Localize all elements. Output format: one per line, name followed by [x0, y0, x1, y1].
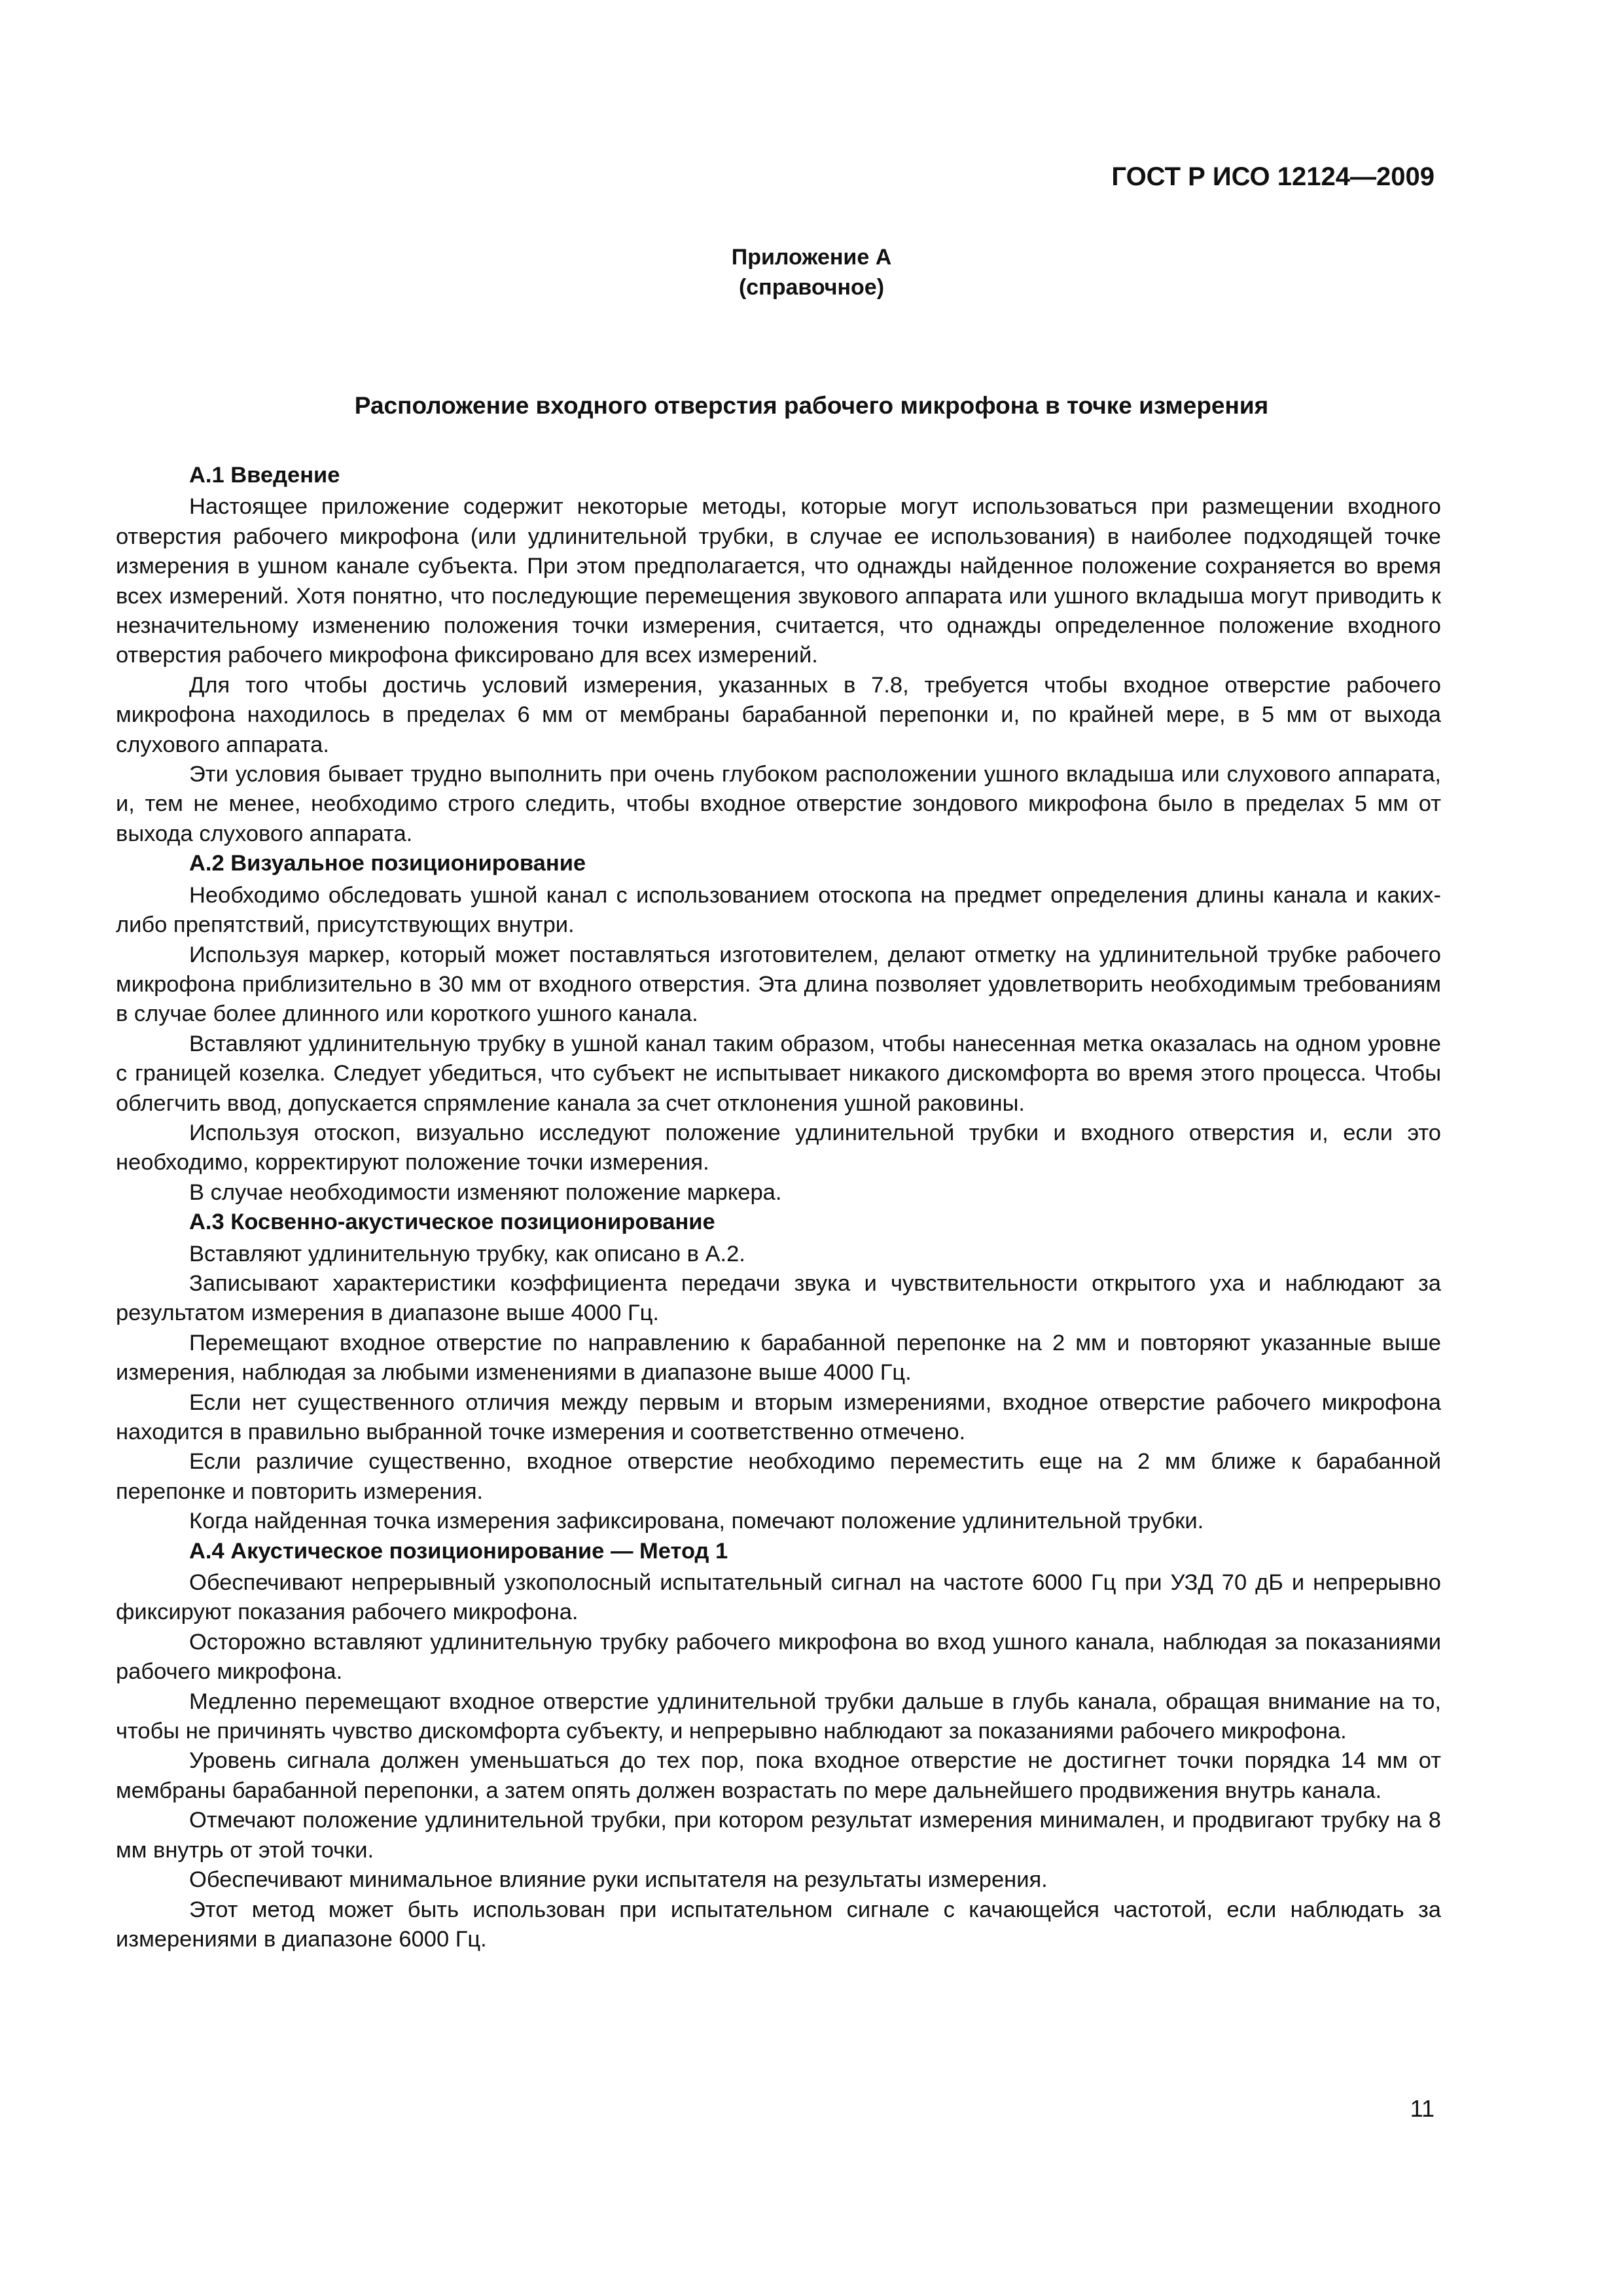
paragraph: Перемещают входное отверстие по направлению к барабанной перепонке на 2 мм и повторяют указанные выше измерения, наблюдая за любыми изменениями в диапазоне выше 4000 Гц.	[116, 1330, 1441, 1386]
paragraph: Записывают характеристики коэффициента передачи звука и чувствительности открытого уха и наблюдают за результатом измерения в диапазоне выше 4000 Гц.	[116, 1270, 1441, 1326]
section-heading: А.1 Введение	[189, 463, 340, 488]
paragraph: Вставляют удлинительную трубку, как описано в А.2.	[189, 1241, 745, 1266]
paragraph: В случае необходимости изменяют положение маркера.	[189, 1179, 782, 1205]
page-number: 11	[1410, 2095, 1435, 2122]
section-a4	[116, 1537, 1441, 1955]
section-heading: А.2 Визуальное позиционирование	[189, 851, 586, 876]
section-heading: А.4 Акустическое позиционирование — Метод 1	[189, 1538, 728, 1564]
paragraph: Если различие существенно, входное отверстие необходимо переместить еще на 2 мм ближе к барабанной перепонке и повторить измерения.	[116, 1449, 1441, 1504]
annex-title: Расположение входного отверстия рабочего микрофона в точке измерения	[354, 392, 1269, 419]
annex-status: (справочное)	[738, 275, 885, 300]
paragraph: Настоящее приложение содержит некоторые методы, которые могут использоваться при размещении входного отверстия рабочего микрофона (или удлинительной трубки, в случае ее использования) в наиболее подходящей точке измерения в ушном канале субъекта. При этом предполагается, что однажды найденное положение сохраняется во время всех измерений. Хотя понятно, что последующие перемещения звукового аппарата или ушного вкладыша могут приводить к незначительному изменению положения точки измерения, считается, что однажды определенное положение входного отверстия рабочего микрофона фиксировано для всех измерений.	[116, 494, 1441, 668]
paragraph: Уровень сигнала должен уменьшаться до тех пор, пока входное отверстие не достигнет точки порядка 14 мм от мембраны барабанной перепонки, а затем опять должен возрастать по мере дальнейшего продвижения внутрь канала.	[116, 1748, 1441, 1803]
annex-label: Приложение А	[731, 245, 892, 270]
paragraph: Вставляют удлинительную трубку в ушной канал таким образом, чтобы нанесенная метка оказалась на одном уровне с границей козелка. Следует убедиться, что субъект не испытывает никакого дискомфорта во время этого процесса. Чтобы облегчить ввод, допускается спрямление канала за счет отклонения ушной раковины.	[116, 1031, 1441, 1116]
section-a3	[116, 1208, 1441, 1536]
paragraph: Обеспечивают минимальное влияние руки испытателя на результаты измерения.	[189, 1867, 1048, 1893]
annex-body	[116, 461, 1441, 1954]
section-a1	[116, 461, 1441, 849]
annex-heading	[0, 242, 1623, 302]
paragraph: Осторожно вставляют удлинительную трубку рабочего микрофона во вход ушного канала, наблюдая за показаниями рабочего микрофона.	[116, 1629, 1441, 1685]
paragraph: Используя отоскоп, визуально исследуют положение удлинительной трубки и входного отверстия и, если это необходимо, корректируют положение точки измерения.	[116, 1120, 1441, 1175]
section-heading: А.3 Косвенно-акустическое позиционирование	[189, 1210, 715, 1235]
section-a2	[116, 849, 1441, 1208]
paragraph: Эти условия бывает трудно выполнить при очень глубоком расположении ушного вкладыша или слухового аппарата, и, тем не менее, необходимо строго следить, чтобы входное отверстие зондового микрофона было в пределах 5 мм от выхода слухового аппарата.	[116, 762, 1441, 846]
paragraph: Обеспечивают непрерывный узкополосный испытательный сигнал на частоте 6000 Гц при УЗД 70 дБ и непрерывно фиксируют показания рабочего микрофона.	[116, 1570, 1441, 1625]
paragraph: Для того чтобы достичь условий измерения, указанных в 7.8, требуется чтобы входное отверстие рабочего микрофона находилось в пределах 6 мм от мембраны барабанной перепонки и, по крайней мере, в 5 мм от выхода слухового аппарата.	[116, 672, 1441, 757]
paragraph: Этот метод может быть использован при испытательном сигнале с качающейся частотой, если наблюдать за измерениями в диапазоне 6000 Гц.	[116, 1897, 1441, 1952]
paragraph: Медленно перемещают входное отверстие удлинительной трубки дальше в глубь канала, обращая внимание на то, чтобы не причинять чувство дискомфорта субъекту, и непрерывно наблюдают за показаниями рабочего микрофона.	[116, 1689, 1441, 1744]
paragraph: Когда найденная точка измерения зафиксирована, помечают положение удлинительной трубки.	[189, 1509, 1204, 1534]
paragraph: Необходимо обследовать ушной канал с использованием отоскопа на предмет определения длины канала и каких-либо препятствий, присутствующих внутри.	[116, 882, 1441, 938]
paragraph: Используя маркер, который может поставляться изготовителем, делают отметку на удлинительной трубке рабочего микрофона приблизительно в 30 мм от входного отверстия. Эта длина позволяет удовлетворить необходимым требованиям в случае более длинного или короткого ушного канала.	[116, 942, 1441, 1027]
paragraph: Отмечают положение удлинительной трубки, при котором результат измерения минимален, и продвигают трубку на 8 мм внутрь от этой точки.	[116, 1808, 1441, 1863]
paragraph: Если нет существенного отличия между первым и вторым измерениями, входное отверстие рабочего микрофона находится в правильно выбранной точке измерения и соответственно отмечено.	[116, 1390, 1441, 1444]
document-code: ГОСТ Р ИСО 12124—2009	[1111, 162, 1435, 191]
